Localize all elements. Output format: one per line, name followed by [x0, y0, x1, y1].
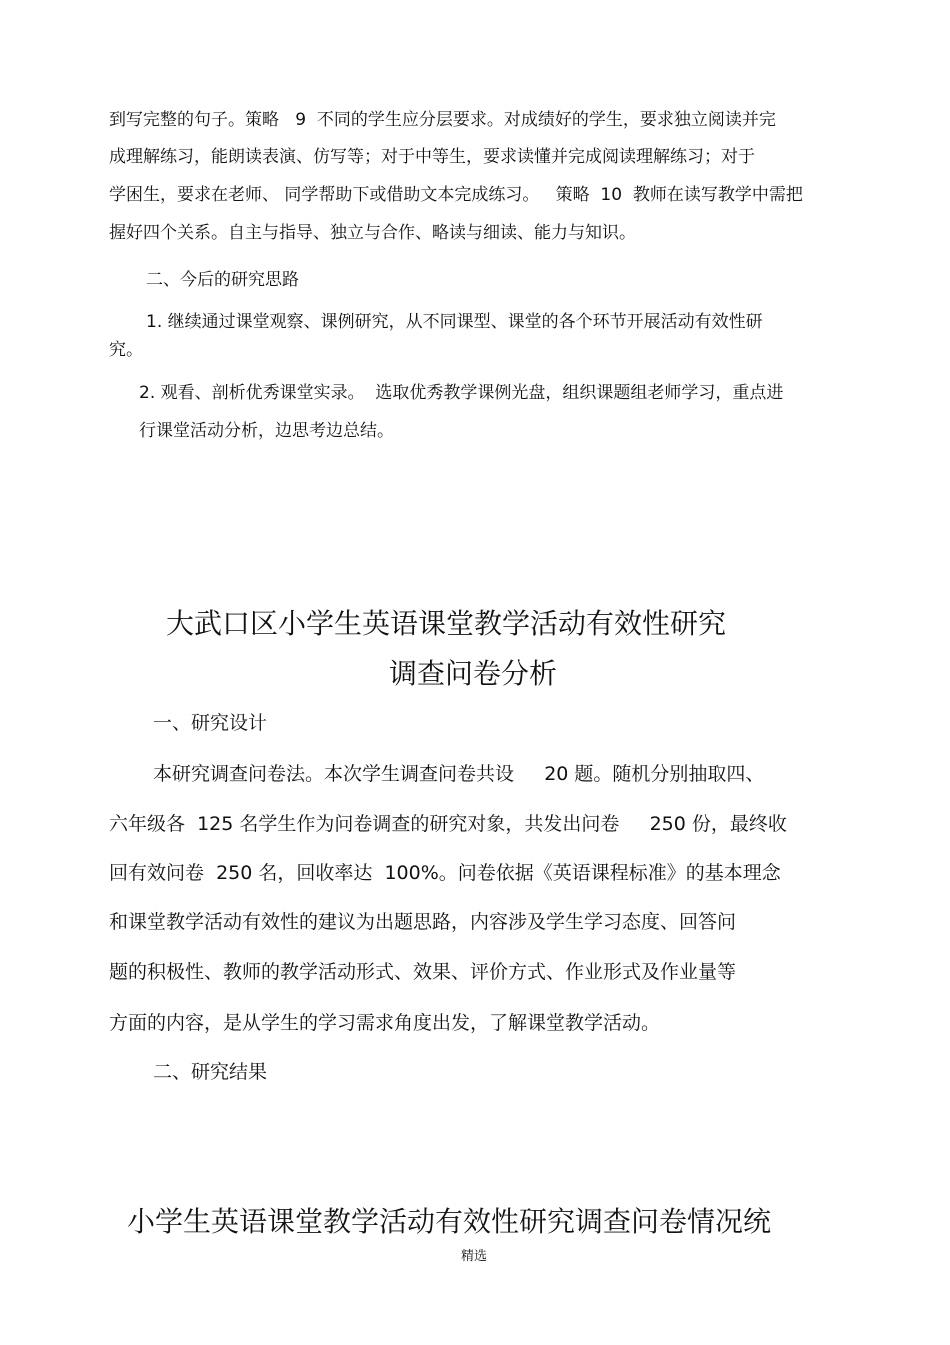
document-subtitle: 调查问卷分析 [389, 657, 558, 690]
table-title: 小学生英语课堂教学活动有效性研究调查问卷情况统 [127, 1205, 772, 1238]
section-heading: 二、今后的研究思路 [146, 270, 299, 290]
paragraph-line: 六年级各 125 名学生作为问卷调查的研究对象，共发出问卷 250 份，最终收 [109, 813, 787, 835]
paragraph-line: 学困生，要求在老师、 同学帮助下或借助文本完成练习。 策略 10 教师在读写教学中需把 [109, 185, 803, 205]
paragraph-line: 到写完整的句子。策略 9 不同的学生应分层要求。对成绩好的学生，要求独立阅读并完 [109, 110, 776, 130]
list-item-line: 1. 继续通过课堂观察、课例研究，从不同课型、课堂的各个环节开展活动有效性研 [146, 312, 763, 332]
section-heading: 二、研究结果 [153, 1061, 268, 1083]
footer-label: 精选 [461, 1249, 488, 1264]
list-item-line: 2. 观看、剖析优秀课堂实录。 选取优秀教学课例光盘，组织课题组老师学习，重点进 [139, 383, 784, 403]
section-heading: 一、研究设计 [153, 712, 268, 734]
paragraph-line: 方面的内容，是从学生的学习需求角度出发，了解课堂教学活动。 [109, 1012, 661, 1034]
paragraph-line: 题的积极性、教师的教学活动形式、效果、评价方式、作业形式及作业量等 [109, 961, 737, 983]
paragraph-line: 本研究调查问卷法。本次学生调查问卷共设 20 题。随机分别抽取四、 [153, 763, 765, 785]
list-item-line: 究。 [109, 340, 143, 360]
paragraph-line: 成理解练习，能朗读表演、仿写等；对于中等生，要求读懂并完成阅读理解练习；对于 [109, 147, 755, 167]
paragraph-line: 和课堂教学活动有效性的建议为出题思路，内容涉及学生学习态度、回答问 [109, 911, 737, 933]
list-item-line: 行课堂活动分析，边思考边总结。 [139, 421, 394, 441]
document-title: 大武口区小学生英语课堂教学活动有效性研究 [166, 607, 727, 640]
paragraph-line: 握好四个关系。自主与指导、独立与合作、略读与细读、能力与知识。 [109, 223, 636, 243]
paragraph-line: 回有效问卷 250 名，回收率达 100%。问卷依据《英语课程标准》的基本理念 [109, 862, 781, 884]
